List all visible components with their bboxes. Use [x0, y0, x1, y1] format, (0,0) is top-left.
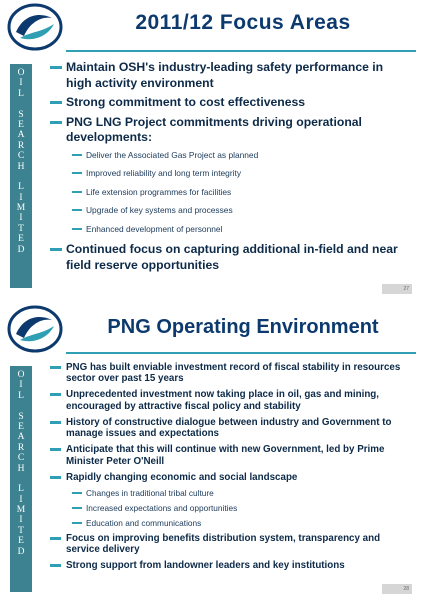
sub-bullet-text: Enhanced development of personnel — [86, 223, 223, 234]
vertical-letter: C — [17, 453, 25, 464]
bullet-text: Focus on improving benefits distribution system, transparency and service delivery — [66, 532, 381, 556]
oil-search-logo-icon — [6, 304, 64, 354]
vertical-letter: T — [18, 525, 24, 536]
sub-bullet-text: Upgrade of key systems and processes — [86, 205, 233, 215]
vertical-letter: R — [17, 140, 25, 151]
sub-bullet-text: Deliver the Associated Gas Project as planned — [86, 149, 259, 160]
vertical-letter: O — [17, 68, 25, 78]
slide-title: PNG Operating Environment — [107, 316, 379, 338]
company-sidebar — [10, 64, 32, 288]
bullet-item — [50, 60, 412, 91]
vertical-letter: E — [18, 421, 24, 432]
slide-title: 2011/12 Focus Areas — [135, 11, 351, 34]
bullet-list — [50, 60, 412, 277]
bullet-text: Maintain OSH's industry-leading safety performance in high activity environment — [66, 60, 384, 90]
slide-2 — [0, 302, 424, 600]
dash-bullet-icon — [50, 66, 62, 69]
dash-bullet-icon — [72, 191, 82, 193]
vertical-letter — [20, 172, 22, 182]
bullet-item — [50, 560, 412, 571]
oil-search-logo-icon — [6, 2, 64, 52]
vertical-letter: R — [17, 442, 25, 453]
bullet-text: PNG LNG Project commitments driving operational developments: — [66, 114, 362, 144]
bullet-item — [50, 115, 412, 146]
vertical-letter: S — [18, 109, 24, 120]
vertical-letter: L — [18, 182, 24, 193]
bullet-list — [50, 362, 412, 576]
vertical-letter — [20, 401, 22, 411]
vertical-letter: A — [17, 432, 25, 443]
bullet-text: History of constructive dialogue between industry and Government to manage issues and expectations — [66, 416, 392, 440]
bullet-item — [50, 472, 412, 483]
vertical-letter: I — [19, 192, 23, 203]
page-number: 27 — [382, 284, 412, 294]
bullet-text: Unprecedented investment now taking place in oil, gas and mining, encouraged by attractive fiscal policy and stability — [66, 389, 380, 412]
slide-1 — [0, 0, 424, 298]
sub-bullet-text: Life extension programmes for facilities — [86, 186, 232, 197]
vertical-letter: A — [17, 130, 25, 141]
dash-bullet-icon — [50, 421, 61, 424]
company-name-vertical — [10, 68, 32, 255]
sub-bullet-item — [50, 224, 412, 235]
dash-bullet-icon — [72, 154, 82, 156]
dash-bullet-icon — [50, 121, 62, 124]
dash-bullet-icon — [72, 172, 82, 174]
vertical-letter — [20, 474, 22, 484]
vertical-letter: E — [18, 119, 24, 130]
sub-bullet-item — [50, 187, 412, 198]
company-name-vertical — [10, 370, 32, 557]
dash-bullet-icon — [72, 522, 82, 524]
bullet-text: Rapidly changing economic and social landscape — [66, 471, 298, 483]
dash-bullet-icon — [50, 564, 61, 567]
bullet-item — [50, 242, 412, 273]
bullet-text: Strong support from landowner leaders and key institutions — [66, 560, 345, 572]
vertical-letter: E — [18, 536, 24, 547]
vertical-letter: S — [18, 411, 24, 422]
bullet-item — [50, 417, 412, 440]
dash-bullet-icon — [50, 537, 61, 540]
title-rule — [66, 352, 416, 354]
vertical-letter: T — [18, 223, 24, 234]
dash-bullet-icon — [50, 101, 62, 104]
vertical-letter: I — [19, 380, 23, 391]
vertical-letter: D — [17, 244, 25, 255]
vertical-letter: L — [18, 484, 24, 495]
sub-bullet-text: Changes in traditional tribal culture — [86, 487, 214, 498]
sub-bullet-item — [50, 168, 412, 179]
vertical-letter: H — [17, 161, 25, 172]
sub-bullet-item — [50, 205, 412, 216]
bullet-text: Strong commitment to cost effectiveness — [66, 95, 306, 109]
sub-bullet-item — [50, 518, 412, 528]
bullet-text: Continued focus on capturing additional in-field and near field reserve opportunities — [66, 242, 398, 272]
vertical-letter: L — [18, 390, 24, 401]
bullet-item — [50, 389, 412, 412]
sub-bullet-text: Improved reliability and long term integrity — [86, 168, 242, 178]
vertical-letter: I — [19, 213, 23, 224]
sub-bullet-item — [50, 503, 412, 513]
vertical-letter: I — [19, 515, 23, 526]
vertical-letter: C — [17, 151, 25, 162]
dash-bullet-icon — [50, 448, 61, 451]
dash-bullet-icon — [72, 209, 82, 211]
vertical-letter: H — [17, 463, 25, 474]
vertical-letter: M — [16, 203, 26, 214]
dash-bullet-icon — [50, 248, 62, 251]
vertical-letter: D — [17, 546, 25, 557]
sub-bullet-item — [50, 488, 412, 498]
sub-bullet-text: Increased expectations and opportunities — [86, 502, 238, 513]
vertical-letter: E — [18, 234, 24, 245]
bullet-item — [50, 533, 412, 556]
bullet-item — [50, 362, 412, 385]
bullet-item — [50, 95, 412, 111]
vertical-letter: O — [17, 370, 25, 380]
page-number: 28 — [382, 584, 412, 594]
vertical-letter: I — [19, 78, 23, 89]
dash-bullet-icon — [72, 492, 82, 494]
bullet-text: PNG has built enviable investment record of fiscal stability in resources sector over past 15 years — [66, 362, 401, 385]
sub-bullet-text: Education and communications — [86, 517, 202, 528]
vertical-letter — [20, 99, 22, 109]
dash-bullet-icon — [50, 366, 61, 369]
vertical-letter: M — [16, 505, 26, 516]
bullet-item — [50, 444, 412, 467]
vertical-letter: L — [18, 88, 24, 99]
dash-bullet-icon — [50, 393, 61, 396]
company-sidebar — [10, 366, 32, 592]
bullet-text: Anticipate that this will continue with new Government, led by Prime Minister Peter O'Neill — [66, 444, 385, 467]
dash-bullet-icon — [72, 507, 82, 509]
vertical-letter: I — [19, 494, 23, 505]
title-rule — [66, 50, 416, 52]
dash-bullet-icon — [72, 228, 82, 230]
dash-bullet-icon — [50, 476, 61, 479]
sub-bullet-item — [50, 150, 412, 161]
